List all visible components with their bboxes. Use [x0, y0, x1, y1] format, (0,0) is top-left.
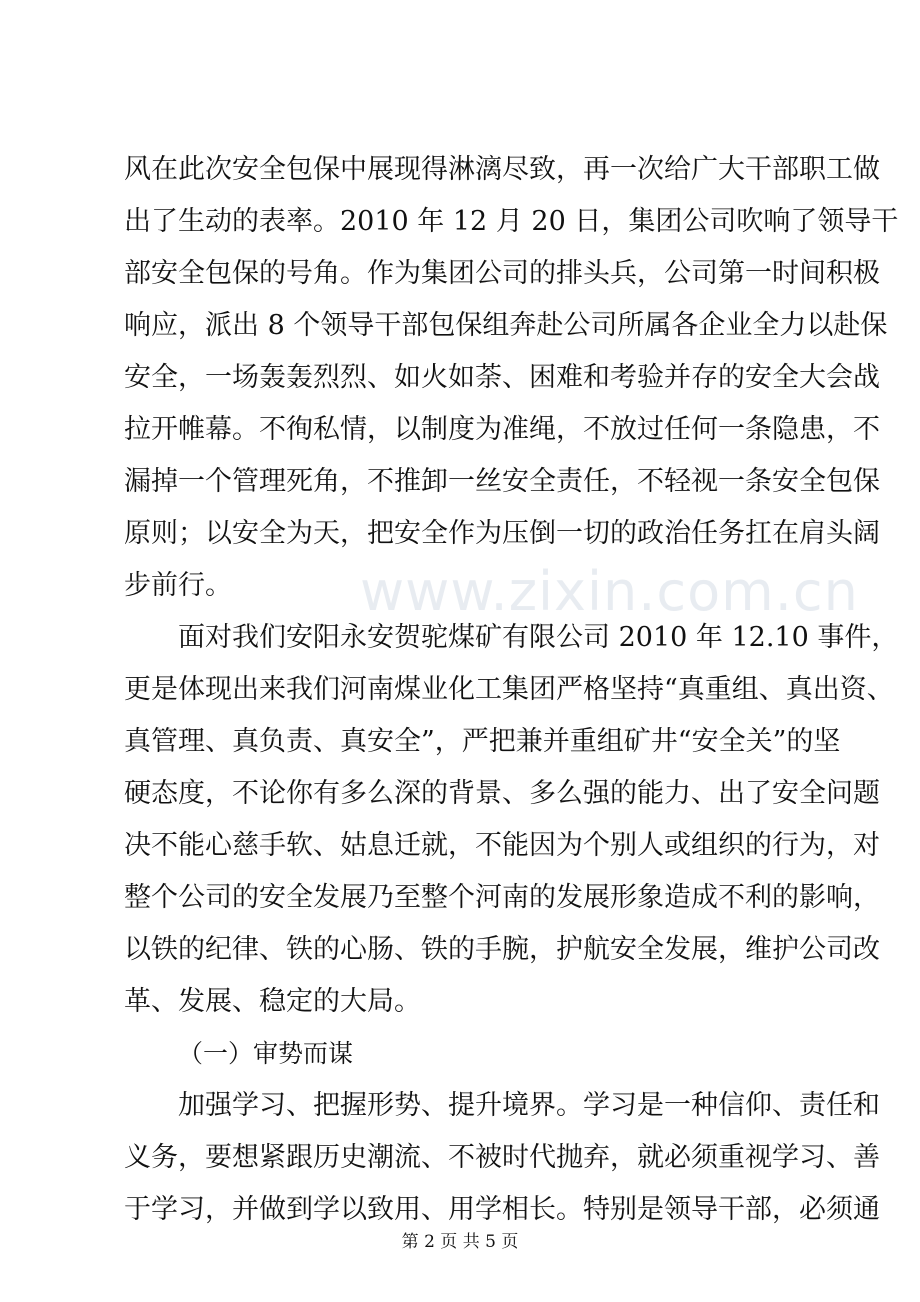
body-line: 步前行。: [124, 570, 232, 601]
watermark: www.zixin.com.cn: [360, 560, 859, 623]
section-heading: （一）审势而谋: [178, 1039, 354, 1068]
body-line: 真管理、真负责、真安全”，严把兼并重组矿井“安全关”的坚: [124, 726, 841, 757]
body-line: 硬态度，不论你有多么深的背景、多么强的能力、出了安全问题: [124, 778, 880, 809]
body-line: 义务，要想紧跟历史潮流、不被时代抛弃，就必须重视学习、善: [124, 1142, 880, 1173]
body-line: 决不能心慈手软、姑息迁就，不能因为个别人或组织的行为，对: [124, 830, 880, 861]
body-line: 部安全包保的号角。作为集团公司的排头兵，公司第一时间积极: [124, 258, 880, 289]
body-line: 出了生动的表率。2010 年 12 月 20 日，集团公司吹响了领导干: [124, 206, 899, 237]
body-line: 革、发展、稳定的大局。: [124, 986, 421, 1017]
body-line: 响应，派出 8 个领导干部包保组奔赴公司所属各企业全力以赴保: [124, 310, 888, 341]
page-footer: 第 2 页 共 5 页: [401, 1232, 519, 1252]
body-line: 更是体现出来我们河南煤业化工集团严格坚持“真重组、真出资、: [124, 674, 894, 705]
body-line: 于学习，并做到学以致用、用学相长。特别是领导干部，必须通: [124, 1194, 880, 1225]
paragraph-first-line: 面对我们安阳永安贺驼煤矿有限公司 2010 年 12.10 事件，: [178, 622, 899, 653]
body-line: 漏掉一个管理死角，不推卸一丝安全责任，不轻视一条安全包保: [124, 466, 880, 497]
body-line: 以铁的纪律、铁的心肠、铁的手腕，护航安全发展，维护公司改: [124, 934, 880, 965]
body-line: 安全，一场轰轰烈烈、如火如荼、困难和考验并存的安全大会战: [124, 362, 880, 393]
body-line: 拉开帷幕。不徇私情，以制度为准绳，不放过任何一条隐患，不: [124, 414, 880, 445]
body-line: 原则；以安全为天，把安全作为压倒一切的政治任务扛在肩头阔: [124, 518, 880, 549]
body-line: 整个公司的安全发展乃至整个河南的发展形象造成不利的影响，: [124, 882, 880, 913]
paragraph-first-line: 加强学习、把握形势、提升境界。学习是一种信仰、责任和: [178, 1090, 880, 1121]
body-line: 风在此次安全包保中展现得淋漓尽致，再一次给广大干部职工做: [124, 154, 880, 185]
